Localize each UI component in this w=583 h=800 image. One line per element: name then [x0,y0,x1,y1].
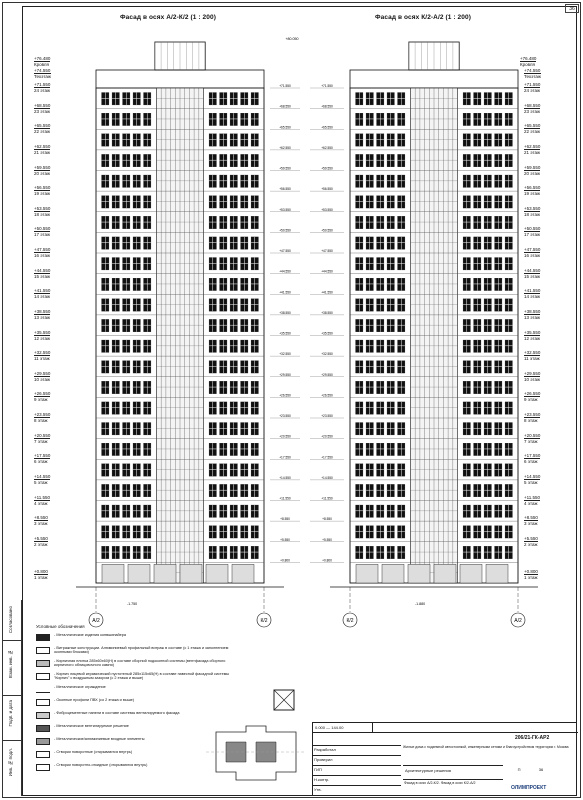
floor-name: 24 этаж [524,88,540,93]
level-mark: +56.550 [34,185,51,191]
level-mark: +74.550 [524,68,541,73]
ground-mark: -1.750 [126,602,138,606]
center-mark: +8.550 [280,517,290,522]
floor-level-label [524,569,538,580]
floor-level-label [524,288,540,299]
floor-name: 21 этаж [34,149,50,155]
center-mark: +56.550 [279,187,291,192]
floor-level-label [524,268,540,279]
floor-name: 5 этаж [34,479,48,485]
legend-text: - Створки поворотные (открываются внутрь) [54,750,133,754]
key-plan [196,682,316,792]
title-block-role: Н.контр. [313,775,401,784]
level-mark: +53.550 [34,205,51,211]
level-mark: +47.550 [524,247,541,252]
floor-level-label [524,165,540,176]
level-mark: +71.550 [34,82,51,87]
center-mark: +68.550 [279,104,291,109]
level-mark: +26.550 [34,391,51,397]
floor-level-label [524,185,540,196]
level-mark: +20.550 [524,432,541,438]
floor-name: 10 этаж [524,376,540,382]
center-mark: +53.550 [321,207,333,212]
side-stamp-line [2,695,22,696]
legend-text: - Металлические изделия конвшинайера [54,633,126,637]
legend-swatch [36,686,50,693]
floor-level-label [34,185,50,196]
floor-level-label [524,309,540,320]
floor-level-label [524,350,540,361]
level-mark: +29.550 [34,370,51,376]
title-block-role: ГИП [313,765,401,774]
floor-level-label [34,412,50,423]
legend-text: - Оконные профили ПВХ (со 2 этажа и выше) [54,698,135,702]
center-mark: +35.550 [279,331,291,336]
floor-name: Кровля [34,62,49,67]
level-mark: +14.550 [524,473,541,479]
level-mark: +68.550 [34,102,51,108]
level-mark: +62.550 [34,143,51,149]
floor-level-label [524,330,540,341]
center-mark: +11.550 [321,496,333,501]
company-logo [511,785,577,795]
floor-name: 11 этаж [34,356,50,362]
level-mark: +8.550 [524,515,538,521]
level-mark: +17.550 [524,453,541,459]
ground-mark: -1.880 [414,602,426,606]
floor-level-label [34,247,50,258]
legend-swatch [36,764,50,771]
floor-name: 14 этаж [34,294,50,300]
floor-name: 18 этаж [524,211,540,217]
legend-text: - Витражные конструкции. Алюминиевый профильный витраж в составе (с 1 этажа и заполнением оконными блоками) [54,646,229,655]
floor-level-label [34,144,50,155]
floor-level-label [524,103,540,114]
level-mark: +5.550 [34,535,48,541]
floor-level-label [524,453,540,464]
section-name: Архитектурные решения [403,765,503,775]
floor-name: 22 этаж [524,129,540,135]
level-mark: +29.550 [524,370,541,376]
level-mark: +47.550 [34,247,51,252]
floor-name: 4 этаж [524,500,538,506]
center-mark: +32.550 [279,352,291,357]
center-mark: +23.550 [321,414,333,418]
side-stamp-line [2,640,22,641]
floor-name: 5 этаж [524,479,538,485]
floor-level-label [34,226,50,237]
center-mark: +26.550 [279,393,291,398]
floor-name: 16 этаж [524,253,540,258]
level-mark: +11.550 [34,494,51,500]
floor-level-label [34,453,50,464]
level-mark: +44.550 [524,267,541,273]
level-mark: +23.550 [524,412,541,417]
stage: П [517,767,521,772]
legend-item [36,659,236,672]
level-mark: +41.550 [524,288,541,294]
floor-name: 19 этаж [34,191,50,197]
floor-level-label [520,56,536,67]
floor-level-label [524,474,540,485]
level-mark: +59.550 [34,164,51,170]
floor-name: 11 этаж [524,356,540,362]
center-mark: +29.550 [279,372,291,377]
floor-level-label [34,495,50,506]
floor-name: 16 этаж [34,253,50,258]
level-mark: +32.550 [34,350,51,356]
level-mark: +68.550 [524,102,541,108]
floor-name: 15 этаж [34,273,50,279]
legend-swatch [36,634,50,641]
title-block-role: Утв. [313,785,401,794]
floor-name: 3 этаж [524,521,538,527]
level-mark: +65.550 [524,123,541,129]
floor-level-label [524,433,540,444]
legend-swatch [36,699,50,706]
level-mark: +5.550 [524,535,538,541]
level-mark: +20.550 [34,432,51,438]
project-code: 206/21-ГК-АР2 [515,735,550,741]
floor-level-label [34,68,51,79]
center-mark: +0.800 [322,558,332,563]
project-name: Жилые дома с подземной автостоянкой, инженерными сетями и благоустройством территории г. Москва [403,745,569,749]
title-block [312,722,577,796]
floor-name: 9 этаж [524,397,538,403]
level-mark: +32.550 [524,350,541,356]
center-mark: +17.550 [321,455,333,460]
floor-name: 1 этаж [34,574,48,580]
title-block-role: Проверил [313,755,401,764]
center-mark: +47.550 [321,249,333,253]
floor-level-label [524,226,540,237]
center-mark: +5.550 [322,537,332,542]
floor-name: 24 этаж [34,88,50,93]
floor-name: Техэтаж [524,74,541,79]
legend-swatch [36,712,50,719]
level-range: 0.000 — 144.00 [313,723,373,733]
floor-level-label [34,391,50,402]
level-mark: +35.550 [34,329,51,335]
floor-name: 19 этаж [524,191,540,197]
floor-level-label [34,433,50,444]
legend-swatch [36,738,50,745]
floor-name: 17 этаж [34,232,50,238]
level-mark: +65.550 [34,123,51,129]
facade-title-right: Фасад в осях К/2-А/2 (1 : 200) [375,14,471,21]
center-mark: +71.550 [279,84,291,88]
floor-name: 21 этаж [524,149,540,155]
legend-swatch [36,751,50,758]
floor-level-label [34,309,50,320]
floor-level-label [524,123,540,134]
floor-level-label [524,536,538,547]
level-mark: +17.550 [34,453,51,459]
center-mark: +41.550 [321,290,333,295]
center-mark: +56.550 [321,187,333,192]
floor-name: Кровля [520,62,535,67]
floor-level-label [34,569,48,580]
side-label-agreed: Согласовано [8,606,13,634]
legend-text: - Металлическое вентилируемое решение [54,724,129,728]
center-mark: +47.550 [279,249,291,253]
legend-text: - Металлическое ограждение [54,685,106,689]
center-mark: +14.550 [321,475,333,480]
center-mark: +62.550 [321,145,333,150]
sheet-title: Фасад в осях А/2-К/2. Фасад в осях К/2-А/2 [403,779,503,795]
level-mark: +38.550 [524,308,541,314]
facade-left [76,42,284,627]
floor-name: 8 этаж [34,418,48,423]
level-mark: +62.550 [524,143,541,149]
floor-level-label [34,82,50,93]
legend-swatch [36,647,50,654]
svg-text:А/2: А/2 [514,618,522,624]
floor-name: 1 этаж [524,574,538,580]
floor-level-label [524,515,538,526]
side-label-sign-date: Подп. и дата [8,700,13,727]
floor-level-label [34,371,50,382]
level-mark: +71.550 [524,82,541,87]
company-name: ОЛИМПРОЕКТ [511,785,547,791]
level-mark: +76.480 [520,56,537,61]
floor-level-label [34,165,50,176]
level-mark: +0.800 [34,568,48,574]
floor-name: 3 этаж [34,521,48,527]
level-mark: +53.550 [524,205,541,211]
floor-level-label [34,536,48,547]
floor-level-label [34,268,50,279]
floor-name: 20 этаж [34,170,50,176]
facade-right [330,42,541,627]
svg-text:А/2: А/2 [92,618,100,624]
center-mark: +11.550 [279,496,291,501]
floor-name: 13 этаж [34,314,50,320]
center-mark: +20.550 [279,434,291,439]
center-mark: +71.550 [321,84,333,88]
floor-name: 14 этаж [524,294,540,300]
level-mark: +0.800 [524,568,538,574]
floor-name: 6 этаж [524,459,538,465]
floor-level-label [34,56,50,67]
side-stamp-line [2,740,22,741]
center-mark: +17.550 [279,455,291,460]
level-mark: +50.550 [34,226,51,232]
level-mark: +56.550 [524,185,541,191]
center-mark: +59.550 [279,166,291,171]
facade-title-left: Фасад в осях А/2-К/2 (1 : 200) [120,14,216,21]
floor-level-label [524,144,540,155]
level-mark: +50.550 [524,226,541,232]
side-label-inventory: Инв. № подл. [8,748,13,777]
svg-text:К/2: К/2 [346,618,354,624]
level-mark: +8.550 [34,515,48,521]
level-mark: +26.550 [524,391,541,397]
floor-level-label [524,391,540,402]
legend-text: - Створки поворотно-откидные (открываются внутрь) [54,763,148,767]
floor-name: 2 этаж [34,541,48,547]
side-label-replaced: Взам. инв. № [8,650,13,679]
floor-name: 7 этаж [524,438,538,444]
center-mark: +38.550 [321,310,333,315]
floor-level-label [34,288,50,299]
floor-level-label [524,495,540,506]
center-mark: +32.550 [321,352,333,357]
floor-name: 20 этаж [524,170,540,176]
level-mark: +74.550 [34,68,51,73]
floor-name: 17 этаж [524,232,540,238]
center-mark: +5.550 [280,537,290,542]
floor-name: 8 этаж [524,418,538,423]
center-mark: +20.550 [321,434,333,439]
level-mark: +59.550 [524,164,541,170]
center-mark: +44.550 [279,269,291,274]
center-mark: +50.550 [321,228,333,233]
floor-level-label [34,206,50,217]
center-mark: +38.550 [279,310,291,315]
floor-level-label [524,68,541,79]
floor-name: 22 этаж [34,129,50,135]
center-mark: +53.550 [279,207,291,212]
floor-name: 10 этаж [34,376,50,382]
page-number-box: 36 [565,4,579,13]
legend-swatch [36,660,50,667]
level-mark: +35.550 [524,329,541,335]
side-stamp [2,600,22,796]
level-mark: +44.550 [34,267,51,273]
floor-name: 9 этаж [34,397,48,403]
legend-swatch [36,673,50,680]
center-mark: +23.550 [279,414,291,418]
legend-text: - Фиброцементные панели в составе системы вентилируемого фасада [54,711,180,715]
legend-item [36,633,236,646]
center-mark: +44.550 [321,269,333,274]
floor-level-label [34,515,48,526]
floor-name: 2 этаж [524,541,538,547]
center-mark: +68.550 [321,104,333,109]
center-mark: +59.550 [321,166,333,171]
center-mark: +0.800 [280,558,290,563]
sheet-number: 36 [538,767,544,772]
center-mark: +35.550 [321,331,333,336]
legend-text: - Кирпичная плитка 285х60х60(Н) в составе сборной подоконной системы (вентфасада сборного кирпичного облицовочного камня) [54,659,226,668]
floor-level-label [34,330,50,341]
floor-name: 12 этаж [524,335,540,341]
center-mark: +41.550 [279,290,291,295]
center-mark: +8.550 [322,517,332,522]
level-mark: +14.550 [34,473,51,479]
floor-level-label [524,371,540,382]
floor-name: 15 этаж [524,273,540,279]
center-mark: +62.550 [279,145,291,150]
floor-name: 23 этаж [524,108,540,114]
level-mark: +23.550 [34,412,51,417]
floor-level-label [34,350,50,361]
legend-item [36,646,236,659]
center-mark: +26.550 [321,393,333,398]
center-mark: +50.550 [279,228,291,233]
top-mark: +80.050 [285,37,299,41]
floor-name: 23 этаж [34,108,50,114]
floor-name: 6 этаж [34,459,48,465]
floor-name: Техэтаж [34,74,51,79]
center-mark: +14.550 [279,475,291,480]
floor-level-label [34,103,50,114]
legend-title: Условные обозначения [36,624,85,629]
level-mark: +38.550 [34,308,51,314]
floor-name: 13 этаж [524,314,540,320]
floor-name: 18 этаж [34,211,50,217]
legend-text: - Кирпич лицевой керамический пустотелый 285х115х65(Н) в составе навесной фасадной системы "Кирпич" с воздушным зазором (с 2 этажа и выше) [54,672,230,681]
legend-text: - Металлические/алюминиевые входные элементы [54,737,145,741]
floor-level-label [524,82,540,93]
level-mark: +11.550 [524,494,541,500]
title-block-role: Разработал [313,745,401,754]
floor-name: 7 этаж [34,438,48,444]
floor-level-label [524,412,540,423]
floor-name: 4 этаж [34,500,48,506]
center-mark: +65.550 [321,125,333,130]
center-mark: +65.550 [279,125,291,130]
legend-swatch [36,725,50,732]
floor-level-label [34,474,50,485]
center-mark: +29.550 [321,372,333,377]
floor-level-label [524,247,540,258]
floor-name: 12 этаж [34,335,50,341]
floor-level-label [34,123,50,134]
svg-text:К/2: К/2 [260,618,268,624]
level-mark: +41.550 [34,288,51,294]
floor-level-label [524,206,540,217]
level-mark: +76.480 [34,56,51,61]
